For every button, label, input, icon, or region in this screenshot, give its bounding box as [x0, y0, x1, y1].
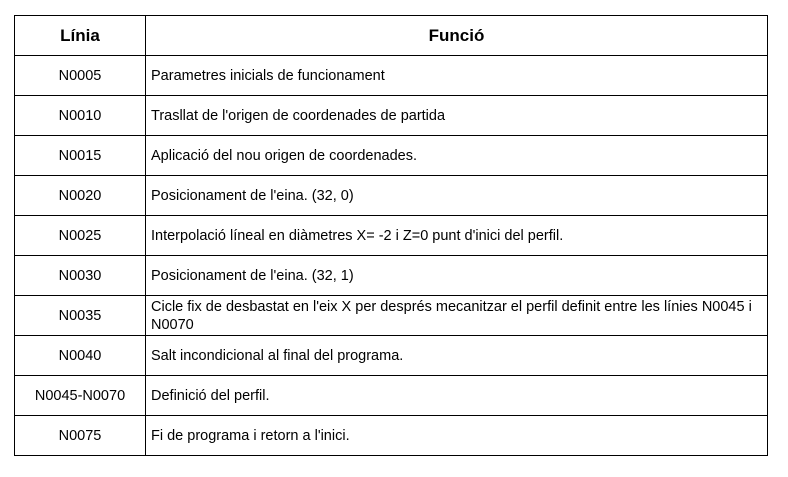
- row-function: Posicionament de l'eina. (32, 1): [146, 256, 768, 296]
- row-function: Cicle fix de desbastat en l'eix X per després mecanitzar el perfil definit entre les línies N0045 i N0070: [146, 296, 768, 336]
- table-row: [15, 96, 768, 136]
- row-function: Interpolació líneal en diàmetres X= -2 i Z=0 punt d'inici del perfil.: [146, 216, 768, 256]
- table-body: [15, 56, 768, 456]
- table-header: [15, 16, 768, 56]
- program-functions-table: [14, 15, 768, 456]
- row-function: Trasllat de l'origen de coordenades de partida: [146, 96, 768, 136]
- row-line: N0045-N0070: [15, 376, 146, 416]
- row-line: N0005: [15, 56, 146, 96]
- row-line: N0020: [15, 176, 146, 216]
- row-line: N0010: [15, 96, 146, 136]
- row-function: Posicionament de l'eina. (32, 0): [146, 176, 768, 216]
- table-row: [15, 136, 768, 176]
- table-row: [15, 376, 768, 416]
- row-function: Aplicació del nou origen de coordenades.: [146, 136, 768, 176]
- row-line: N0040: [15, 336, 146, 376]
- header-function: Funció: [146, 16, 768, 56]
- table-row: [15, 216, 768, 256]
- row-line: N0035: [15, 296, 146, 336]
- table-row: [15, 296, 768, 336]
- table-row: [15, 336, 768, 376]
- row-function: Parametres inicials de funcionament: [146, 56, 768, 96]
- row-line: N0075: [15, 416, 146, 456]
- table-row: [15, 256, 768, 296]
- row-function: Fi de programa i retorn a l'inici.: [146, 416, 768, 456]
- table-row: [15, 416, 768, 456]
- row-line: N0015: [15, 136, 146, 176]
- table-row: [15, 56, 768, 96]
- row-line: N0030: [15, 256, 146, 296]
- header-line: Línia: [15, 16, 146, 56]
- row-function: Salt incondicional al final del programa.: [146, 336, 768, 376]
- table-row: [15, 176, 768, 216]
- row-line: N0025: [15, 216, 146, 256]
- row-function: Definició del perfil.: [146, 376, 768, 416]
- header-row: [15, 16, 768, 56]
